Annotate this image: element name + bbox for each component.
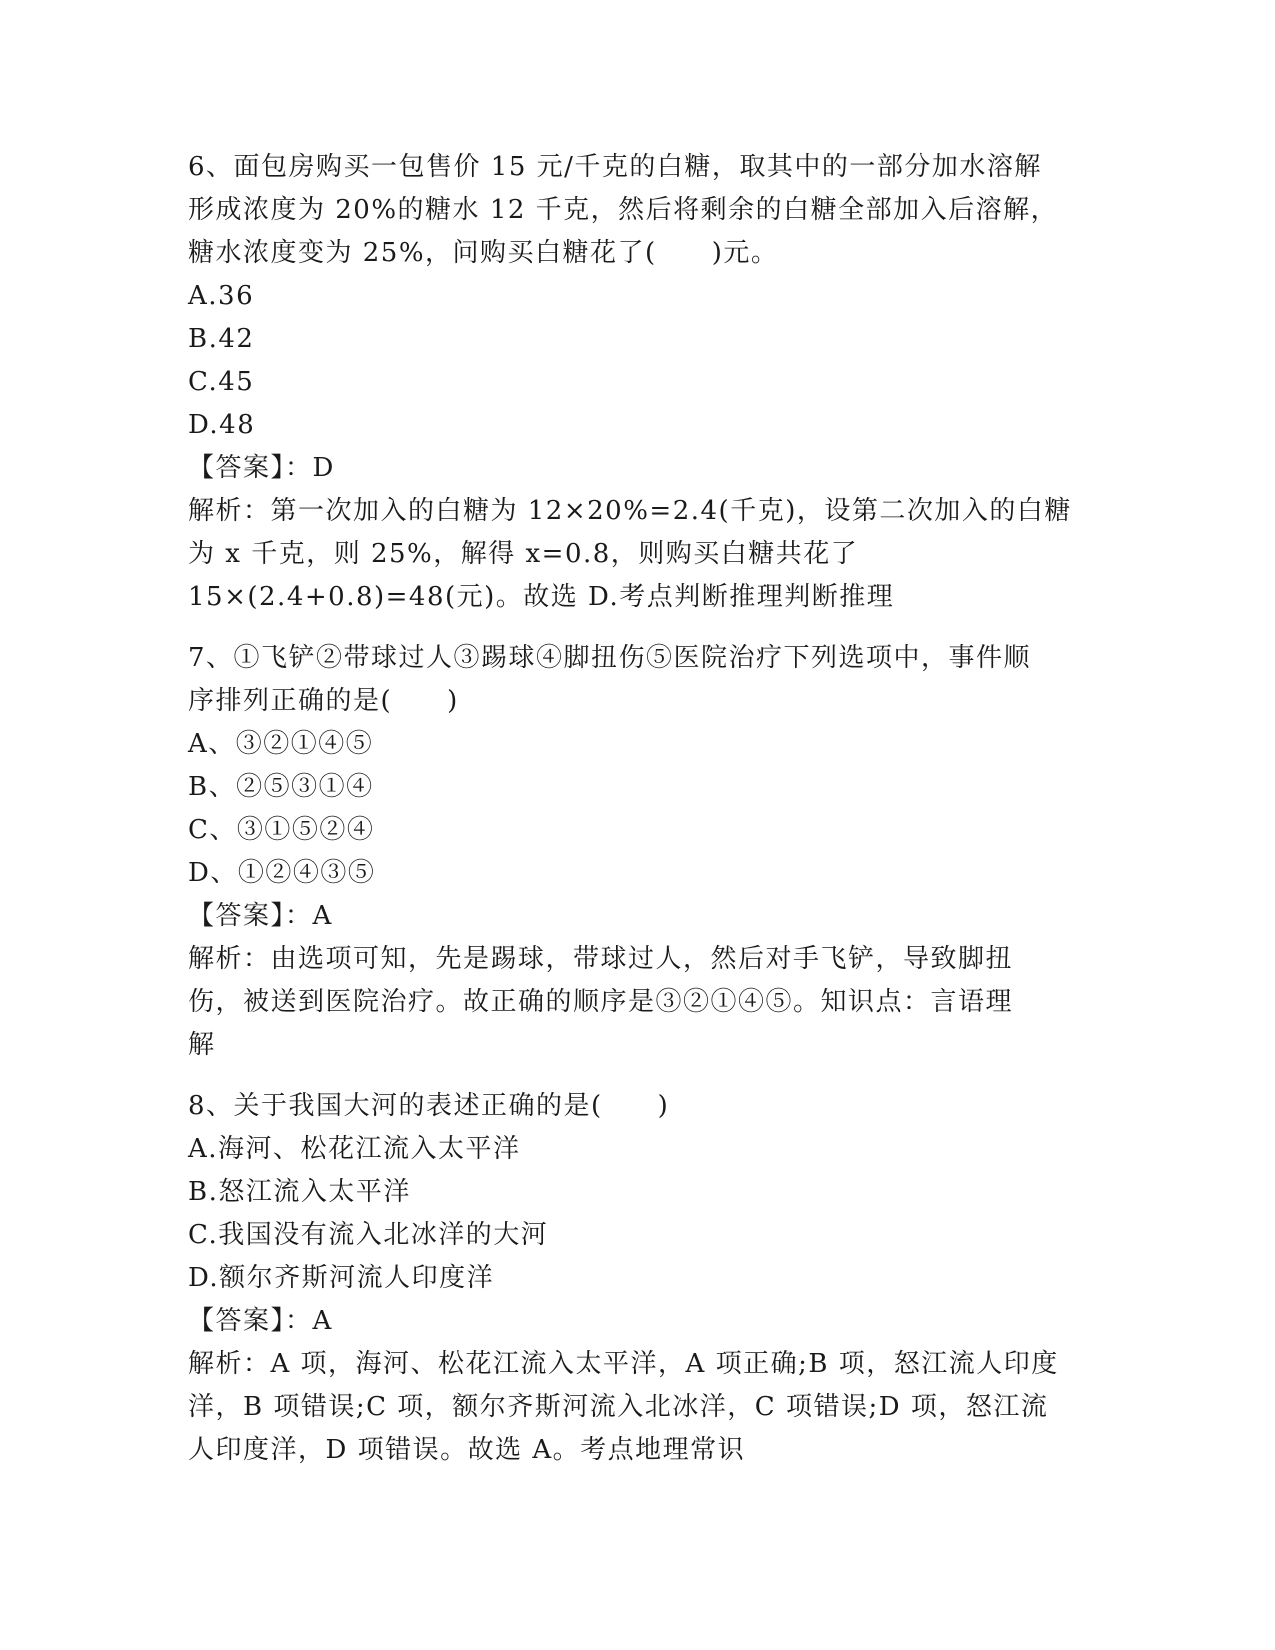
- answer-label: 【答案】：A: [188, 1306, 333, 1336]
- question-8: [188, 1085, 1088, 1472]
- document-content: [188, 146, 1088, 1472]
- option-b: B.42: [188, 324, 255, 354]
- option-d: D.48: [188, 410, 256, 440]
- option-b: B、②⑤③①④: [188, 772, 374, 802]
- option-d: D.额尔齐斯河流人印度洋: [188, 1263, 495, 1293]
- option-b: B.怒江流入太平洋: [188, 1177, 411, 1207]
- option-a: A、③②①④⑤: [188, 729, 374, 759]
- analysis-line: 洋，B 项错误;C 项，额尔齐斯河流入北冰洋，C 项错误;D 项，怒江流: [188, 1392, 1049, 1422]
- question-7: [188, 637, 1088, 1067]
- question-6: [188, 146, 1088, 619]
- answer-label: 【答案】：D: [188, 453, 335, 483]
- analysis-line: 解析：由选项可知，先是踢球，带球过人，然后对手飞铲，导致脚扭: [188, 944, 1014, 974]
- option-a: A.36: [188, 281, 255, 311]
- question-stem-line: 6、面包房购买一包售价 15 元/千克的白糖，取其中的一部分加水溶解: [188, 152, 1042, 182]
- question-stem-line: 序排列正确的是( ): [188, 686, 459, 716]
- analysis-line: 15×(2.4+0.8)=48(元)。故选 D.考点判断推理判断推理: [188, 582, 895, 612]
- question-stem-line: 7、①飞铲②带球过人③踢球④脚扭伤⑤医院治疗下列选项中，事件顺: [188, 643, 1032, 673]
- analysis-line: 为 x 千克，则 25%，解得 x=0.8，则购买白糖共花了: [188, 539, 859, 569]
- option-c: C.我国没有流入北冰洋的大河: [188, 1220, 549, 1250]
- option-a: A.海河、松花江流入太平洋: [188, 1134, 521, 1164]
- question-stem-line: 8、关于我国大河的表述正确的是( ): [188, 1091, 670, 1121]
- question-stem-line: 形成浓度为 20%的糖水 12 千克，然后将剩余的白糖全部加入后溶解，: [188, 195, 1059, 225]
- question-stem-line: 糖水浓度变为 25%，问购买白糖花了( )元。: [188, 238, 779, 268]
- analysis-line: 解析：A 项，海河、松花江流入太平洋，A 项正确;B 项，怒江流人印度: [188, 1349, 1059, 1379]
- analysis-line: 解析：第一次加入的白糖为 12×20%=2.4(千克)，设第二次加入的白糖: [188, 496, 1072, 526]
- option-d: D、①②④③⑤: [188, 858, 376, 888]
- analysis-line: 解: [188, 1030, 216, 1060]
- answer-label: 【答案】：A: [188, 901, 333, 931]
- option-c: C.45: [188, 367, 255, 397]
- analysis-line: 人印度洋，D 项错误。故选 A。考点地理常识: [188, 1435, 746, 1465]
- analysis-line: 伤，被送到医院治疗。故正确的顺序是③②①④⑤。知识点：言语理: [188, 987, 1014, 1017]
- option-c: C、③①⑤②④: [188, 815, 375, 845]
